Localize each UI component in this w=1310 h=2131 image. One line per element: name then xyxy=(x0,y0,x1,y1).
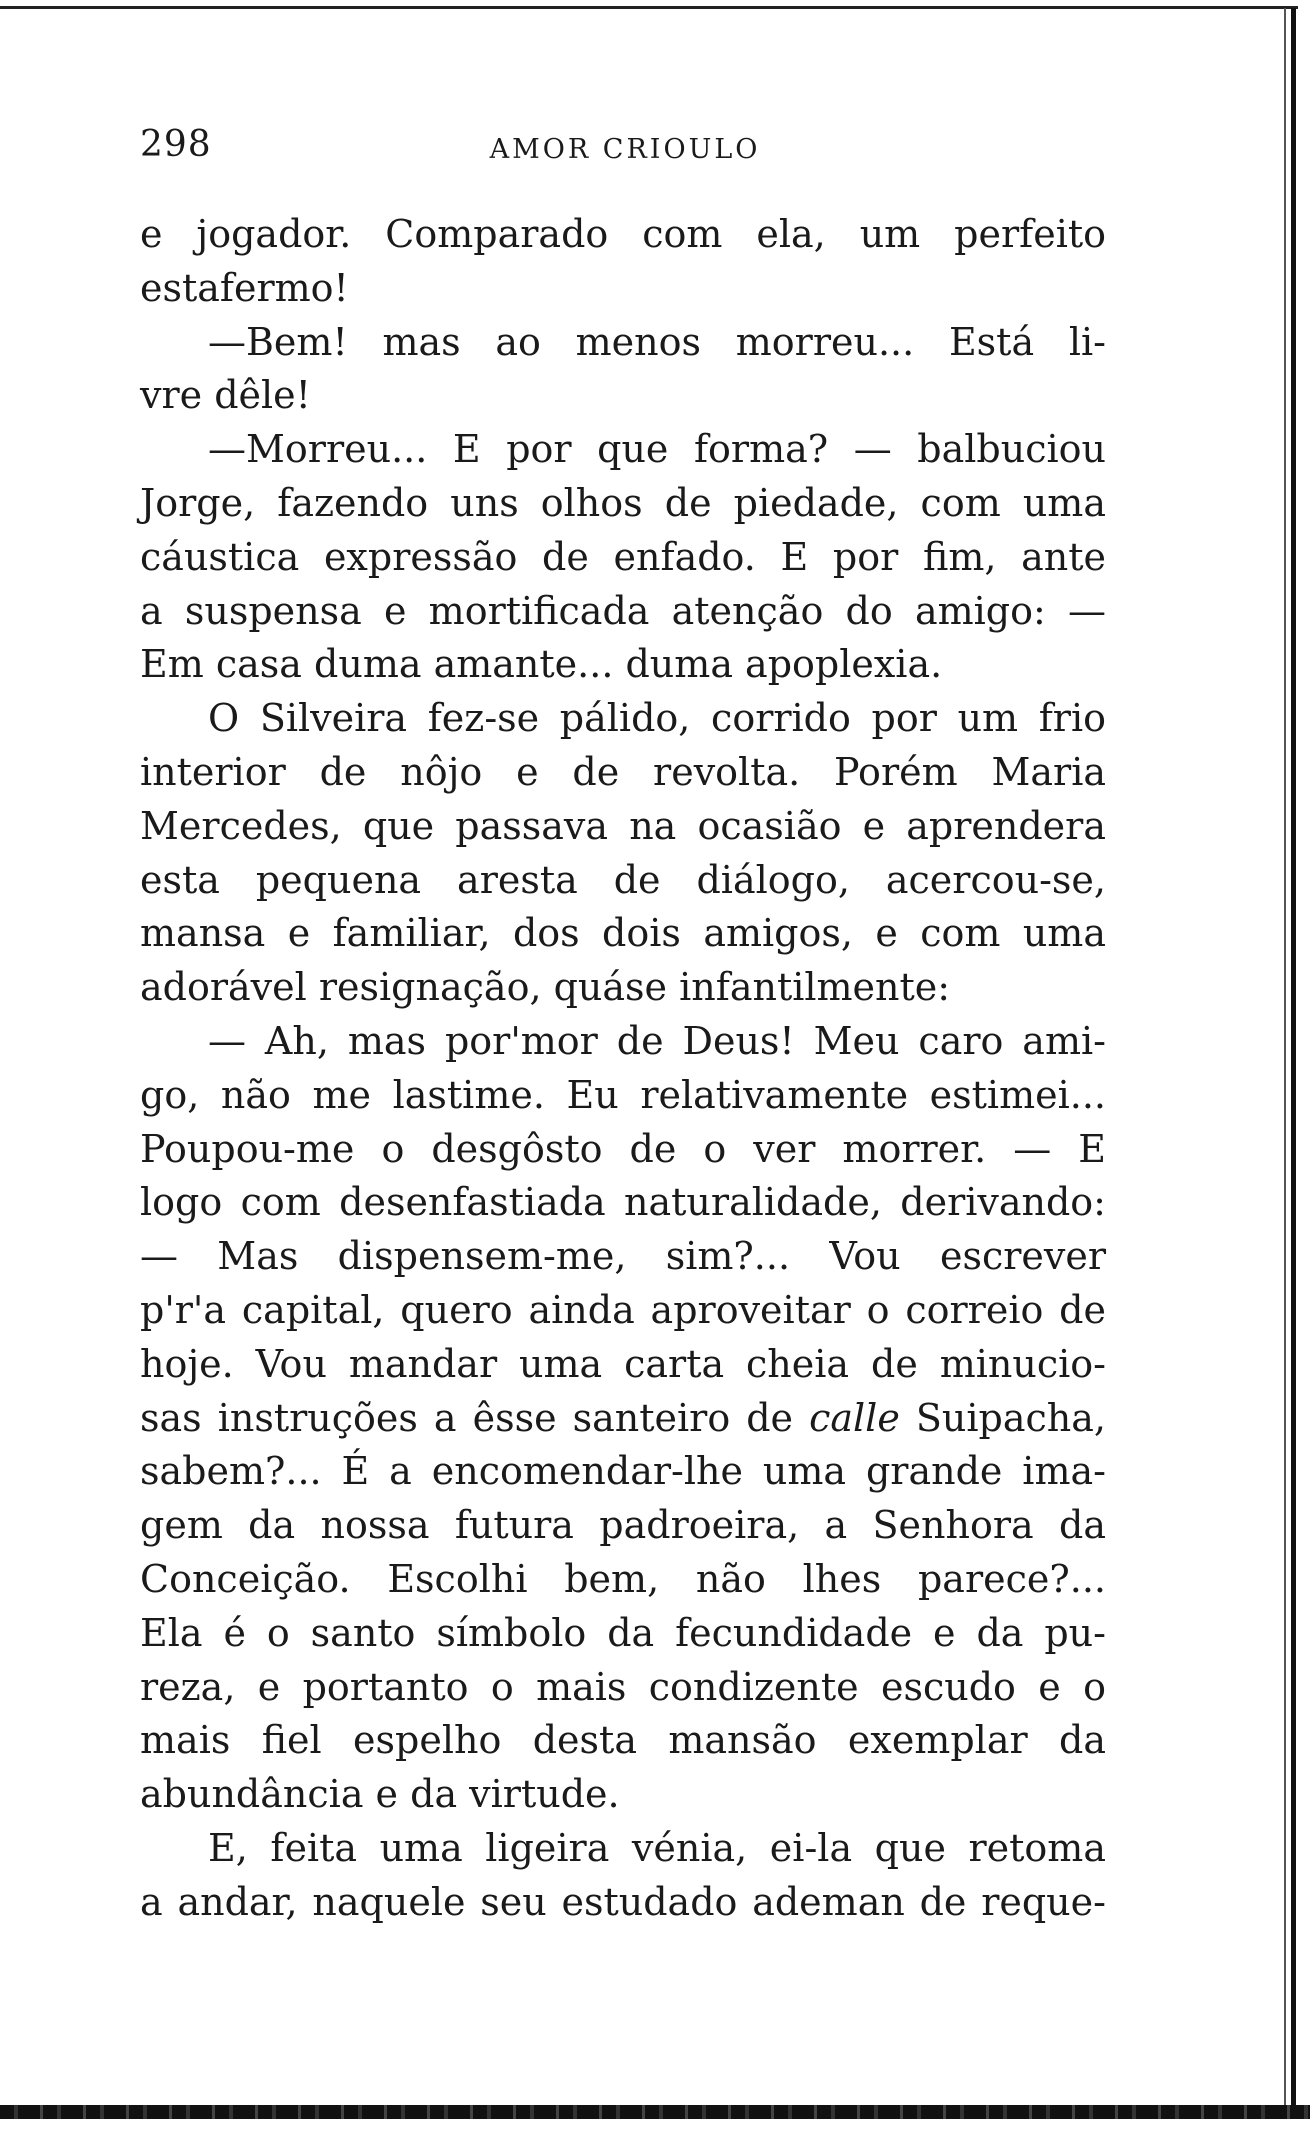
text-line: gem da nossa futura padroeira, a Senhora da xyxy=(140,1503,1106,1548)
text-line: Jorge, fazendo uns olhos de piedade, com uma xyxy=(140,480,1106,525)
text-line xyxy=(140,1392,1106,1446)
text-line: estafermo! xyxy=(140,265,349,310)
text-line: hoje. Vou mandar uma carta cheia de minucio- xyxy=(140,1341,1106,1386)
top-border-rule xyxy=(0,6,1298,9)
text-line: go, não me lastime. Eu relativamente estimei... xyxy=(140,1072,1106,1117)
page-header xyxy=(140,124,1110,174)
page-edge-line xyxy=(1284,8,1286,2118)
text-line: vre dêle! xyxy=(140,373,311,418)
text-segment: Suipacha, xyxy=(899,1395,1106,1440)
text-line: Em casa duma amante... duma apoplexia. xyxy=(140,642,943,687)
text-line: adorável resignação, quáse infantilmente: xyxy=(140,965,951,1010)
text-line: abundância e da virtude. xyxy=(140,1772,620,1817)
italic-word: calle xyxy=(809,1395,900,1440)
text-line: a suspensa e mortificada atenção do amigo: — xyxy=(140,588,1106,633)
text-line: — Mas dispensem-me, sim?... Vou escrever xyxy=(140,1234,1106,1279)
text-line: Poupou-me o desgôsto de o ver morrer. — E xyxy=(140,1126,1106,1171)
text-line: mais fiel espelho desta mansão exemplar da xyxy=(140,1718,1106,1763)
text-line: E, feita uma ligeira vénia, ei-la que retoma xyxy=(208,1825,1106,1870)
text-line: esta pequena aresta de diálogo, acercou-se, xyxy=(140,857,1106,902)
text-line: interior de nôjo e de revolta. Porém Maria xyxy=(140,749,1106,794)
text-line: —Morreu... E por que forma? — balbuciou xyxy=(208,427,1106,472)
text-line: reza, e portanto o mais condizente escudo e o xyxy=(140,1664,1106,1709)
text-line: sabem?... É a encomendar-lhe uma grande ima- xyxy=(140,1449,1106,1494)
page-number: 298 xyxy=(140,124,212,165)
text-line: cáustica expressão de enfado. E por fim, ante xyxy=(140,534,1106,579)
text-line: O Silveira fez-se pálido, corrido por um frio xyxy=(208,696,1106,741)
text-segment: sas instruções a êsse santeiro de xyxy=(140,1395,810,1440)
text-line: logo com desenfastiada naturalidade, derivando: xyxy=(140,1180,1106,1225)
text-line: Conceição. Escolhi bem, não lhes parece?... xyxy=(140,1556,1106,1601)
bottom-scan-edge xyxy=(0,2105,1310,2119)
text-line: a andar, naquele seu estudado ademan de reque- xyxy=(140,1879,1106,1924)
text-line: — Ah, mas por'mor de Deus! Meu caro ami- xyxy=(208,1018,1106,1063)
text-line: e jogador. Comparado com ela, um perfeito xyxy=(140,212,1106,256)
page-edge-shadow xyxy=(1291,8,1296,2118)
text-line: —Bem! mas ao menos morreu... Está li- xyxy=(208,319,1106,364)
running-title: AMOR CRIOULO xyxy=(489,134,761,165)
text-line: p'r'a capital, quero ainda aproveitar o correio de xyxy=(140,1287,1106,1332)
text-line: Mercedes, que passava na ocasião e aprendera xyxy=(140,803,1106,848)
body-text xyxy=(140,208,1106,1930)
text-line: Ela é o santo símbolo da fecundidade e da pu- xyxy=(140,1610,1106,1655)
text-line: mansa e familiar, dos dois amigos, e com uma xyxy=(140,911,1106,956)
